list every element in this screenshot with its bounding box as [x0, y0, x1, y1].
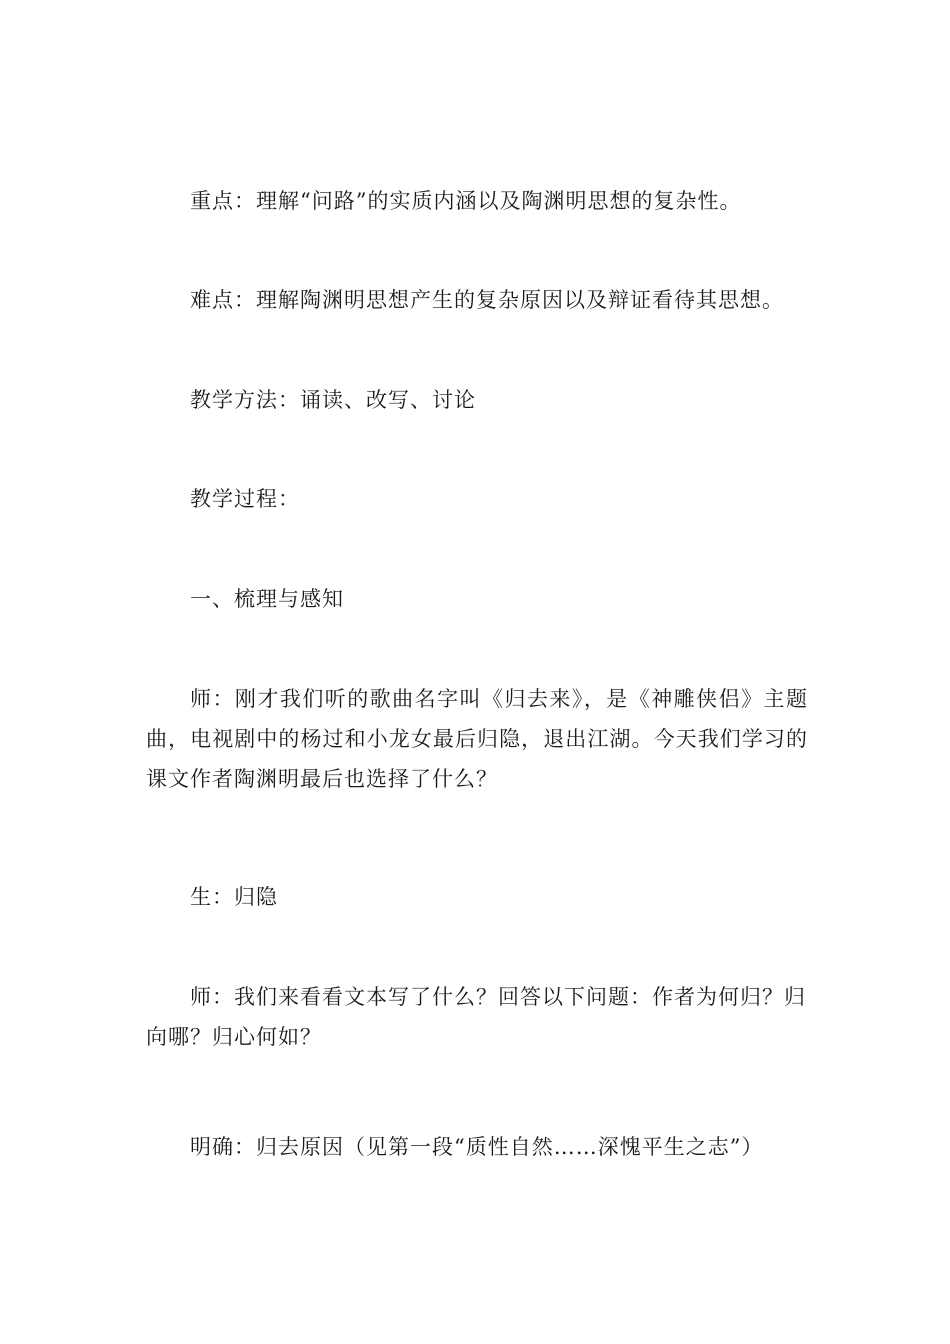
paragraph-teaching-method: 教学方法：诵读、改写、讨论: [190, 388, 476, 412]
paragraph-teaching-process: 教学过程：: [190, 487, 300, 511]
paragraph-teacher-intro: 师：刚才我们听的歌曲名字叫《归去来》，是《神雕侠侣》主题曲，电视剧中的杨过和小龙女最后归隐，退出江湖。今天我们学习的课文作者陶渊明最后也选择了什么？: [146, 687, 808, 791]
section-heading-sorting: 一、梳理与感知: [190, 587, 344, 611]
paragraph-difficulty: 难点：理解陶渊明思想产生的复杂原因以及辩证看待其思想。: [190, 288, 784, 312]
paragraph-key-point: 重点：理解“问路”的实质内涵以及陶渊明思想的复杂性。: [190, 189, 742, 213]
paragraph-teacher-questions: 师：我们来看看文本写了什么？回答以下问题：作者为何归？归向哪？归心何如？: [146, 985, 806, 1049]
paragraph-clarification: 明确：归去原因（见第一段“质性自然……深愧平生之志”）: [190, 1135, 764, 1159]
paragraph-student-answer: 生：归隐: [190, 885, 278, 909]
